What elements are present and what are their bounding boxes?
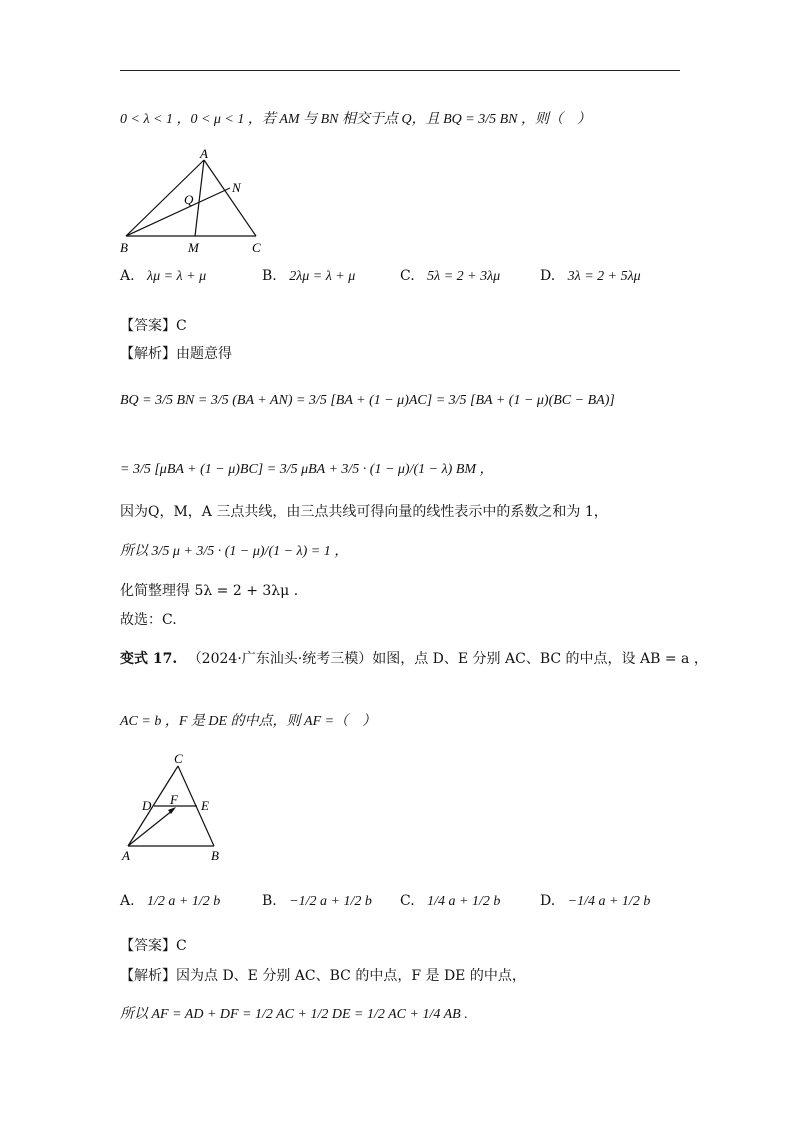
q17-derivation-line1: 所以 AF = AD + DF = 1/2 AC + 1/2 DE = 1/2 AC + 1/4 AB . xyxy=(120,1007,468,1022)
q17-analysis-head: 【解析】因为点 D、E 分别 AC、BC 的中点，F 是 DE 的中点， xyxy=(120,968,526,984)
label-B: B xyxy=(120,240,128,255)
q16-choice: 故选：C. xyxy=(120,612,177,628)
q16-equation: 所以 3/5 μ + 3/5 · (1 − μ)/(1 − λ) = 1 ， xyxy=(120,544,349,559)
q16-option-d[interactable]: D. 3λ = 2 + 5λμ xyxy=(540,268,641,284)
q17-title: 变式 17. xyxy=(120,651,178,667)
label-F: F xyxy=(170,792,178,807)
q17-triangle-figure xyxy=(118,752,238,864)
q17-option-c[interactable]: C. 1/4 a + 1/2 b xyxy=(400,893,501,909)
label-M: M xyxy=(188,240,199,255)
label-Q: Q xyxy=(184,192,194,207)
q16-option-b[interactable]: B. 2λμ = λ + μ xyxy=(262,268,356,284)
q16-answer: 【答案】C xyxy=(120,318,187,334)
label-N: N xyxy=(232,180,241,195)
label-A: A xyxy=(122,848,130,863)
q16-collinear-note: 因为Q，M，A 三点共线，由三点共线可得向量的线性表示中的系数之和为 1， xyxy=(120,504,608,520)
q17-option-b[interactable]: B. −1/2 a + 1/2 b xyxy=(262,893,372,909)
label-D: D xyxy=(142,798,152,813)
label-E: E xyxy=(201,798,209,813)
q16-simplify: 化简整理得 5λ = 2 + 3λμ . xyxy=(120,583,299,599)
q16-analysis-head: 【解析】由题意得 xyxy=(120,346,232,362)
q17-answer: 【答案】C xyxy=(120,938,187,954)
q16-stem: 0 < λ < 1 ，0 < μ < 1 ，若 AM 与 BN 相交于点 Q，且 BQ = 3/5 BN ，则（ ） xyxy=(120,112,591,127)
label-B: B xyxy=(211,848,219,863)
q17-option-a[interactable]: A. 1/2 a + 1/2 b xyxy=(120,893,221,909)
q17-stem-line1: 变式 17. （2024·广东汕头·统考三模）如图，点 D、E 分别 AC、BC 的中点，设 AB = a ， xyxy=(120,651,708,667)
q16-derivation-line2: = 3/5 [μBA + (1 − μ)BC] = 3/5 μBA + 3/5 · (1 − μ)/(1 − λ) BM ， xyxy=(120,462,494,477)
header-rule xyxy=(120,70,680,71)
q17-option-d[interactable]: D. −1/4 a + 1/2 b xyxy=(540,893,651,909)
label-C: C xyxy=(252,240,261,255)
q16-triangle-figure xyxy=(118,148,278,258)
label-A: A xyxy=(200,148,208,161)
q16-option-a[interactable]: A. λμ = λ + μ xyxy=(120,268,207,284)
label-C: C xyxy=(174,752,183,766)
q16-derivation-line1: BQ = 3/5 BN = 3/5 (BA + AN) = 3/5 [BA + (1 − μ)AC] = 3/5 [BA + (1 − μ)(BC − BA)] xyxy=(120,393,615,408)
q17-stem-line2: AC = b ，F 是 DE 的中点，则 AF =（ ） xyxy=(120,714,377,729)
q16-option-c[interactable]: C. 5λ = 2 + 3λμ xyxy=(400,268,501,284)
